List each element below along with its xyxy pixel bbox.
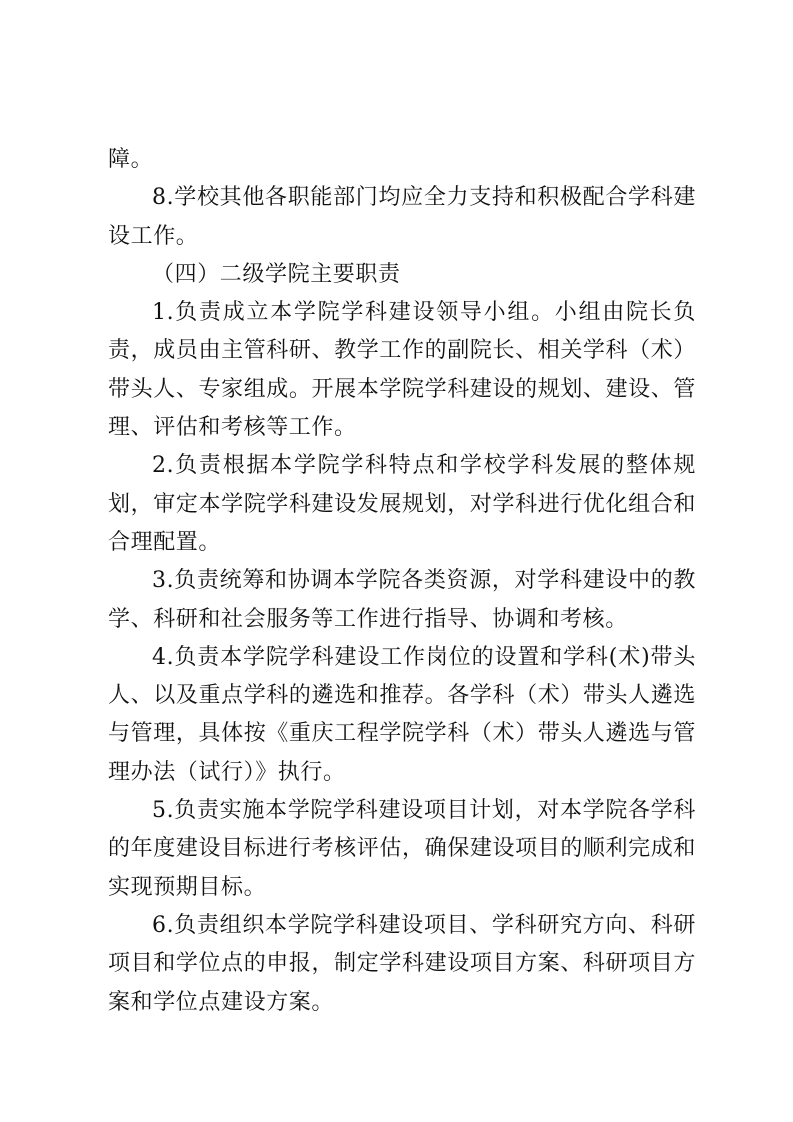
paragraph-item-8: 8.学校其他各职能部门均应全力支持和积极配合学科建设工作。 [108, 185, 696, 249]
paragraph-item-6: 6.负责组织本学院学科建设项目、学科研究方向、科研项目和学位点的申报，制定学科建设项目方案、科研项目方案和学位点建设方案。 [108, 912, 696, 1015]
paragraph-item-3: 3.负责统筹和协调本学院各类资源，对学科建设中的教学、科研和社会服务等工作进行指导、协调和考核。 [108, 568, 696, 632]
paragraph-item-5: 5.负责实施本学院学科建设项目计划，对本学院各学科的年度建设目标进行考核评估，确保建设项目的顺利完成和实现预期目标。 [108, 798, 696, 900]
paragraph-continuation: 障。 [108, 147, 154, 172]
paragraph-item-1: 1.负责成立本学院学科建设领导小组。小组由院长负责，成员由主管科研、教学工作的副院长、相关学科（术）带头人、专家组成。开展本学院学科建设的规划、建设、管理、评估和考核等工作。 [108, 300, 696, 441]
paragraph-item-4: 4.负责本学院学科建设工作岗位的设置和学科(术)带头人、以及重点学科的遴选和推荐。各学科（术）带头人遴选与管理，具体按《重庆工程学院学科（术）带头人遴选与管理办法（试行）》执行。 [108, 644, 696, 785]
section-heading: （四）二级学院主要职责 [152, 261, 401, 287]
document-body [108, 141, 696, 1022]
paragraph-item-2: 2.负责根据本学院学科特点和学校学科发展的整体规划，审定本学院学科建设发展规划，对学科进行优化组合和合理配置。 [108, 453, 696, 555]
